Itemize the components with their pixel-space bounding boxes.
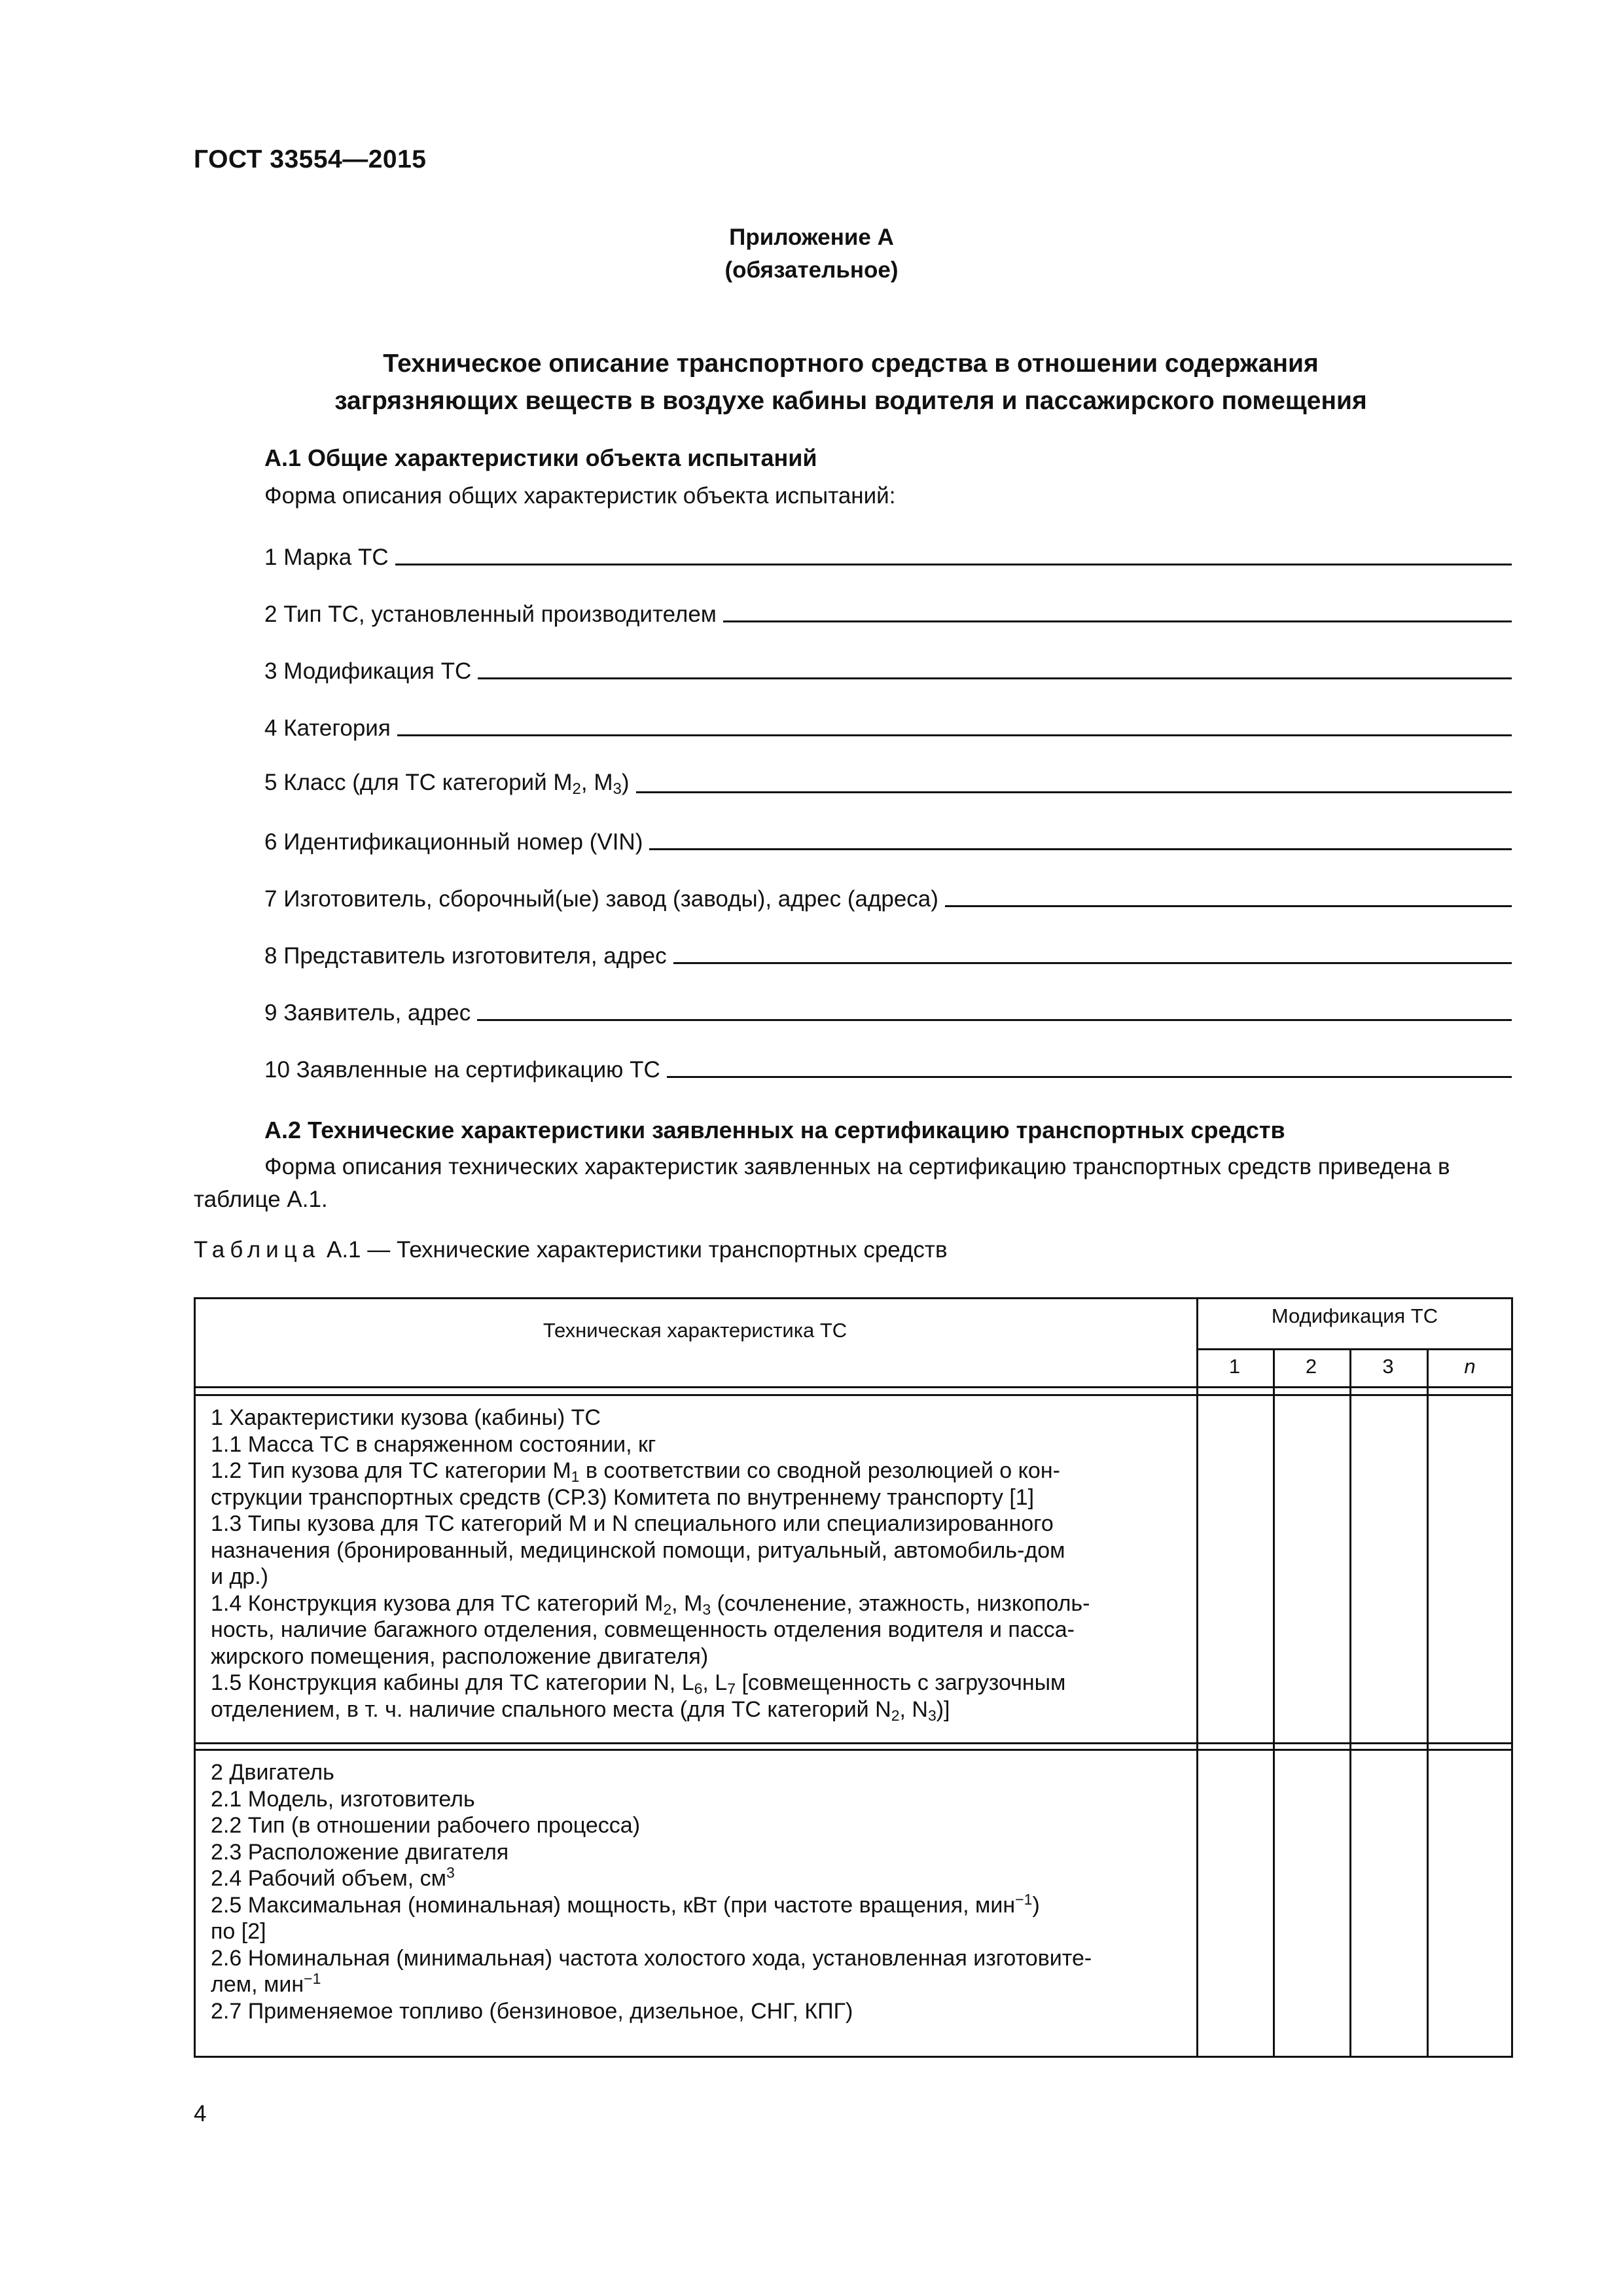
field-label: 7 Изготовитель, сборочный(ые) завод (заводы), адрес (адреса) — [264, 886, 938, 912]
field-label: 10 Заявленные на сертификацию ТС — [264, 1057, 660, 1083]
header-mod-3: 3 — [1382, 1355, 1394, 1378]
main-title — [196, 345, 1505, 420]
form-field-manufacturer[interactable] — [264, 880, 1512, 912]
form-field-representative[interactable] — [264, 937, 1512, 969]
form-field-vin[interactable] — [264, 823, 1512, 855]
table-divider — [194, 1749, 1513, 1751]
field-underline[interactable] — [649, 848, 1512, 850]
table-divider — [1427, 1348, 1429, 2058]
table-divider — [194, 1386, 1513, 1388]
table-divider — [1349, 1348, 1351, 2058]
appendix-title: Приложение А — [729, 224, 894, 250]
table-divider — [1273, 1348, 1275, 2058]
header-mod-2: 2 — [1305, 1355, 1317, 1378]
table-divider — [1196, 1348, 1513, 1350]
appendix-status: (обязательное) — [724, 257, 899, 283]
table-caption — [194, 1237, 948, 1263]
page-number: 4 — [194, 2101, 207, 2126]
field-label: 2 Тип ТС, установленный производителем — [264, 601, 717, 627]
field-underline[interactable] — [477, 1019, 1512, 1021]
field-label: 4 Категория — [264, 715, 391, 741]
field-underline[interactable] — [636, 791, 1512, 793]
field-underline[interactable] — [395, 564, 1512, 565]
field-underline[interactable] — [945, 905, 1512, 907]
table-divider — [194, 1742, 1513, 1744]
form-field-modification[interactable] — [264, 652, 1512, 685]
table-caption-rest: А.1 — Технические характеристики транспортных средств — [326, 1237, 948, 1263]
field-label: 1 Марка ТС — [264, 545, 389, 570]
form-field-class[interactable] — [264, 766, 1512, 798]
form-field-type[interactable] — [264, 595, 1512, 628]
form-field-declared-vehicles[interactable] — [264, 1050, 1512, 1083]
header-mod-n: n — [1464, 1355, 1476, 1378]
section-a2-heading: А.2 Технические характеристики заявленных на сертификацию транспортных средств — [264, 1117, 1285, 1143]
field-underline[interactable] — [397, 734, 1512, 736]
document-code: ГОСТ 33554—2015 — [194, 145, 427, 173]
field-underline[interactable] — [723, 620, 1512, 622]
section-a1-intro: Форма описания общих характеристик объекта испытаний: — [264, 483, 896, 509]
field-label: 3 Модификация ТС — [264, 658, 472, 684]
field-underline[interactable] — [673, 962, 1512, 964]
form-field-applicant[interactable] — [264, 994, 1512, 1026]
table-cell-body-characteristics: 1 Характеристики кузова (кабины) ТС 1.1 Масса ТС в снаряженном состоянии, кг 1.2 Тип кузова для ТС категории $M_1$ в соответствии со сводной резолюцией о кон- струкции транспортных средств (СР.3) Комитета по внутреннему транспорту [1] 1.3 Типы кузова для ТС категорий M и N специального или специализированного назначения (бронированный, медицинской помощи, ритуальный, автомобиль-дом и др.) 1.4 Конструкция кузова для ТС категорий $M_2$, $M_3$ (сочленение, этажность, низкополь- ность, наличие багажного отделения, совмещенность отделения водителя и пасса- жирского помещения, расположение двигателя) 1.5 Конструкция кабины для ТС категории N, $L_6$, $L_7$ [совмещенность с загрузочным отделением, в т. ч. наличие спального места (для ТС категорий $N_2$, $N_3$)] — [211, 1405, 1090, 1724]
field-label: 9 Заявитель, адрес — [264, 1000, 471, 1026]
section-a1-heading: А.1 Общие характеристики объекта испытаний — [264, 444, 817, 471]
header-modification: Модификация ТС — [1271, 1304, 1438, 1327]
header-mod-1: 1 — [1228, 1355, 1241, 1378]
main-title-line-1: Техническое описание транспортного средства в отношении содержания — [383, 350, 1319, 378]
table-cell-engine: 2 Двигатель 2.1 Модель, изготовитель 2.2 Тип (в отношении рабочего процесса) 2.3 Расположение двигателя 2.4 Рабочий объем, $см^3$ 2.5 Максимальная (номинальная) мощность, кВт (при частоте вращения, мин$^{-1}$) по [2] 2.6 Номинальная (минимальная) частота холостого хода, установленная изготовите- лем, мин$^{-1}$ 2.7 Применяемое топливо (бензиновое, дизельное, СНГ, КПГ) — [211, 1760, 1092, 2024]
main-title-line-2: загрязняющих веществ в воздухе кабины водителя и пассажирского помещения — [334, 387, 1367, 415]
form-field-brand[interactable] — [264, 538, 1512, 571]
field-label: 5 Класс (для ТС категорий $M_2$, $M_3$) — [264, 770, 630, 798]
header-characteristic: Техническая характеристика ТС — [543, 1319, 847, 1342]
field-label: 6 Идентификационный номер (VIN) — [264, 829, 643, 855]
form-field-category[interactable] — [264, 709, 1512, 742]
field-underline[interactable] — [667, 1076, 1512, 1078]
section-a2-text: Форма описания технических характеристик заявленных на сертификацию транспортных средств приведена в таблице А.1. — [194, 1154, 1450, 1212]
field-underline[interactable] — [478, 677, 1512, 679]
table-divider — [194, 1394, 1513, 1396]
table-divider — [1196, 1297, 1198, 2058]
field-label: 8 Представитель изготовителя, адрес — [264, 943, 667, 969]
table-caption-word: Таблица — [194, 1237, 321, 1263]
